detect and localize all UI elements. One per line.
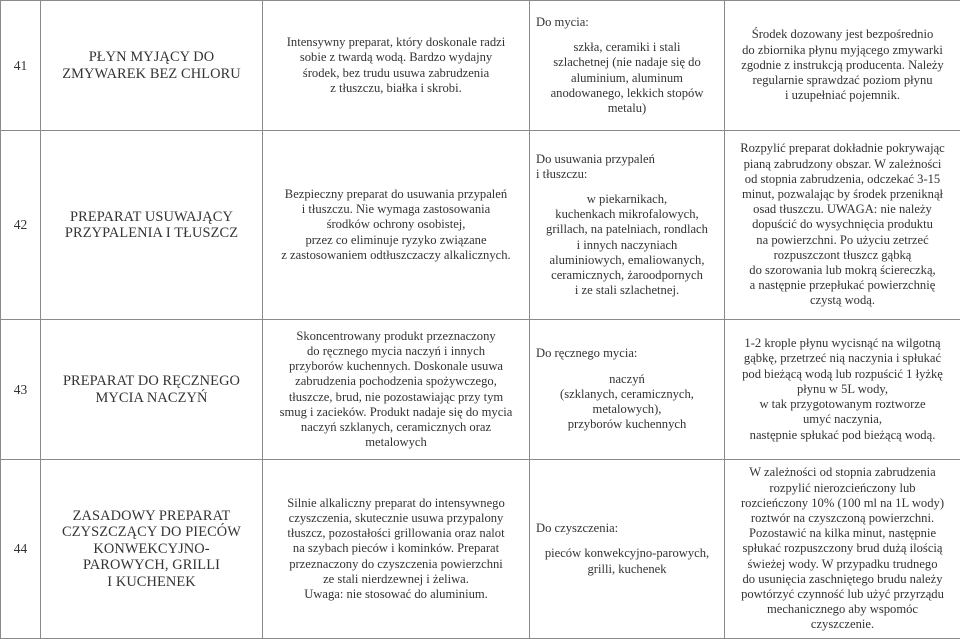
usage-instructions: Środek dozowany jest bezpośrednio do zbiornika płynu myjącego zmywarki zgodnie z instrukcją producenta. Należy regularnie sprawdzać poziom płynu i uzupełniać pojemnik. bbox=[725, 1, 960, 131]
usage-instructions: W zależności od stopnia zabrudzenia rozpylić nierozcieńczony lub rozcieńczony 10% (100 ml na 1L wody) roztwór na czyszczoną powierzchni. Pozostawić na kilka minut, następnie spłukać rozpuszczony brud dużą ilością świeżej wody. W przypadku trudnego do usunięcia zaschniętego brudu należy powtórzyć czynność lub użyć przyrządu mechanicznego aby wspomóc czyszczenie. bbox=[725, 460, 960, 639]
product-name: PREPARAT USUWAJĄCY PRZYPALENIA I TŁUSZCZ bbox=[41, 131, 263, 320]
usage-body: w piekarnikach, kuchenkach mikrofalowych, grillach, na patelniach, rondlach i innych naczyniach aluminiowych, emaliowanych, ceramicznych, żaroodpornych i ze stali szlachetnej. bbox=[536, 192, 718, 298]
product-usage bbox=[530, 1, 725, 131]
product-description: Silnie alkaliczny preparat do intensywnego czyszczenia, skutecznie usuwa przypalony tłuszcz, pozostałości grillowania oraz nalot na szybach pieców i kominków. Preparat przeznaczony do czyszczenia powierzchni ze stali nierdzewnej i żeliwa. Uwaga: nie stosować do aluminium. bbox=[263, 460, 530, 639]
product-name: ZASADOWY PREPARAT CZYSZCZĄCY DO PIECÓW KONWEKCYJNO- PAROWYCH, GRILLI I KUCHENEK bbox=[41, 460, 263, 639]
row-number: 44 bbox=[1, 460, 41, 639]
product-description: Intensywny preparat, który doskonale radzi sobie z twardą wodą. Bardzo wydajny środek, bez trudu usuwa zabrudzenia z tłuszczu, białka i skrobi. bbox=[263, 1, 530, 131]
product-usage bbox=[530, 131, 725, 320]
product-name: PREPARAT DO RĘCZNEGO MYCIA NACZYŃ bbox=[41, 320, 263, 460]
product-usage bbox=[530, 320, 725, 460]
product-description: Skoncentrowany produkt przeznaczony do ręcznego mycia naczyń i innych przyborów kuchennych. Doskonale usuwa zabrudzenia pochodzenia spożywczego, tłuszcze, brud, nie pozostawiając przy tym smug i zacieków. Produkt nadaje się do mycia naczyń szklanych, ceramicznych oraz metalowych bbox=[263, 320, 530, 460]
table-row bbox=[1, 460, 960, 639]
row-number: 43 bbox=[1, 320, 41, 460]
product-name: PŁYN MYJĄCY DO ZMYWAREK BEZ CHLORU bbox=[41, 1, 263, 131]
row-number: 42 bbox=[1, 131, 41, 320]
usage-body: naczyń (szklanych, ceramicznych, metalowych), przyborów kuchennych bbox=[536, 372, 718, 433]
table-row bbox=[1, 1, 960, 131]
usage-heading: Do ręcznego mycia: bbox=[536, 346, 718, 361]
usage-heading: Do usuwania przypaleń i tłuszczu: bbox=[536, 152, 718, 182]
usage-instructions: 1-2 krople płynu wycisnąć na wilgotną gąbkę, przetrzeć nią naczynia i spłukać pod bieżącą wodą lub rozpuścić 1 łyżkę płynu w 5L wody, w tak przygotowanym roztworze umyć naczynia, następnie spłukać pod bieżącą wodą. bbox=[725, 320, 960, 460]
usage-heading: Do czyszczenia: bbox=[536, 521, 718, 536]
usage-body: pieców konwekcyjno-parowych, grilli, kuchenek bbox=[536, 546, 718, 576]
usage-heading: Do mycia: bbox=[536, 15, 718, 30]
product-usage bbox=[530, 460, 725, 639]
usage-instructions: Rozpylić preparat dokładnie pokrywając pianą zabrudzony obszar. W zależności od stopnia zabrudzenia, odczekać 3-15 minut, pozwalając by środek przeniknął osad tłuszczu. UWAGA: nie należy dopuścić do wysychnięcia produktu na powierzchni. Po użyciu zetrzeć rozpuszczont tłuszcz gąbką do szorowania lub mokrą ściereczką, a następnie przepłukać powierzchnię czystą wodą. bbox=[725, 131, 960, 320]
product-description: Bezpieczny preparat do usuwania przypaleń i tłuszczu. Nie wymaga zastosowania środków ochrony osobistej, przez co eliminuje ryzyko związane z zastosowaniem odtłuszczaczy alkalicznych. bbox=[263, 131, 530, 320]
row-number: 41 bbox=[1, 1, 41, 131]
usage-body: szkła, ceramiki i stali szlachetnej (nie nadaje się do aluminium, aluminum anodowanego, lekkich stopów metalu) bbox=[536, 40, 718, 116]
table-row bbox=[1, 320, 960, 460]
table-row bbox=[1, 131, 960, 320]
